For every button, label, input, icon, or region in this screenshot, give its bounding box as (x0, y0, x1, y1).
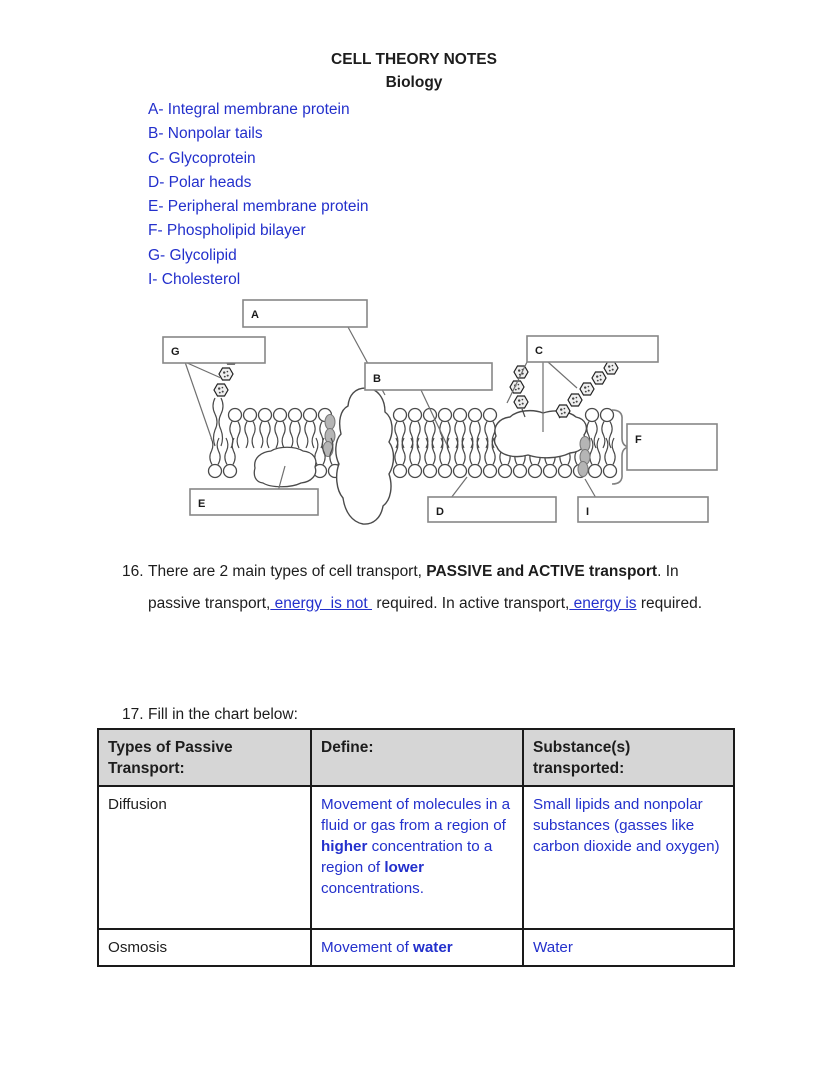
question-16-number: 16. (122, 563, 144, 580)
q16-part-0: There are 2 main types of cell transport, (148, 563, 427, 580)
diagram-label-box-a (243, 300, 367, 327)
cell-define-osmosis (311, 929, 523, 966)
diagram-label-box-d (428, 497, 556, 522)
label-letter-i: I (586, 506, 590, 518)
key-item-a: A- Integral membrane protein (148, 101, 350, 118)
key-item-c: C- Glycoprotein (148, 149, 256, 167)
table-row-diffusion (98, 786, 734, 929)
cell-type-osmosis: Osmosis (98, 929, 311, 966)
q16-part-4: required. In active transport, (372, 594, 570, 612)
lipid-row-top-left (229, 409, 332, 449)
cell-define-diffusion (311, 786, 523, 929)
define-part: concentrations. (321, 880, 424, 897)
header-cell-types: Types of Passive Transport: (98, 729, 311, 786)
q16-part-bold: PASSIVE and ACTIVE transport (426, 563, 658, 580)
header-cell-define: Define: (311, 729, 523, 786)
key-item-d: D- Polar heads (148, 173, 252, 191)
cell-type-diffusion: Diffusion (98, 786, 311, 929)
define-part: Movement of (321, 939, 414, 956)
diagram-label-box-e (190, 489, 318, 515)
diagram-label-box-c (527, 336, 658, 362)
integral-protein-graphic (336, 388, 394, 524)
label-letter-b: B (373, 373, 381, 385)
key-item-e: E- Peripheral membrane protein (148, 198, 369, 216)
q16-answer-blank-1: energy is not (270, 594, 373, 612)
question-17 (122, 704, 298, 726)
question-16-text (148, 556, 726, 619)
cholesterol-graphic-left (323, 415, 335, 457)
define-bold-lower: lower (384, 859, 424, 876)
question-17-text: Fill in the chart below: (148, 706, 298, 723)
label-letter-a: A (251, 309, 259, 321)
q16-part-2: . In passive transport, (148, 563, 679, 612)
table-header-row (98, 729, 734, 786)
q16-part-6: required. (636, 594, 702, 612)
define-part: concentration to a region of (321, 838, 493, 876)
key-item-g: G- Glycolipid (148, 246, 237, 264)
key-item-f: F- Phospholipid bilayer (148, 222, 306, 240)
page-title: CELL THEORY NOTES (331, 51, 497, 68)
q16-answer-blank-2: energy is (569, 594, 637, 612)
key-item-i: I- Cholesterol (148, 271, 241, 289)
label-letter-c: C (535, 345, 543, 357)
diagram-label-box-g (163, 337, 265, 363)
label-letter-d: D (436, 506, 444, 518)
passive-transport-table (97, 728, 735, 967)
question-17-number: 17. (122, 706, 144, 723)
label-letter-e: E (198, 498, 206, 510)
label-letter-g: G (171, 346, 180, 358)
table-row-osmosis (98, 929, 734, 966)
membrane-diagram (155, 298, 725, 530)
diagram-label-box-f (627, 424, 717, 470)
label-letter-f: F (635, 434, 642, 446)
key-item-b: B- Nonpolar tails (148, 125, 263, 143)
define-part: Movement of molecules in a fluid or gas from a region of (321, 796, 511, 834)
cholesterol-graphic-right (578, 437, 590, 477)
define-bold-water: water (413, 939, 453, 956)
cell-substances-diffusion: Small lipids and nonpolar substances (gasses like carbon dioxide and oxygen) (523, 786, 734, 929)
membrane-diagram-svg (155, 298, 725, 530)
diagram-label-box-i (578, 497, 708, 522)
glycoprotein-graphic (495, 411, 587, 458)
cell-substances-osmosis: Water (523, 929, 734, 966)
question-16 (122, 556, 732, 619)
define-bold-higher: higher (321, 838, 368, 855)
diagram-label-box-b (365, 363, 492, 390)
header-cell-substances: Substance(s) transported: (523, 729, 734, 786)
document-header (0, 48, 828, 94)
page-subtitle: Biology (385, 74, 443, 91)
answer-key-list (148, 98, 369, 292)
